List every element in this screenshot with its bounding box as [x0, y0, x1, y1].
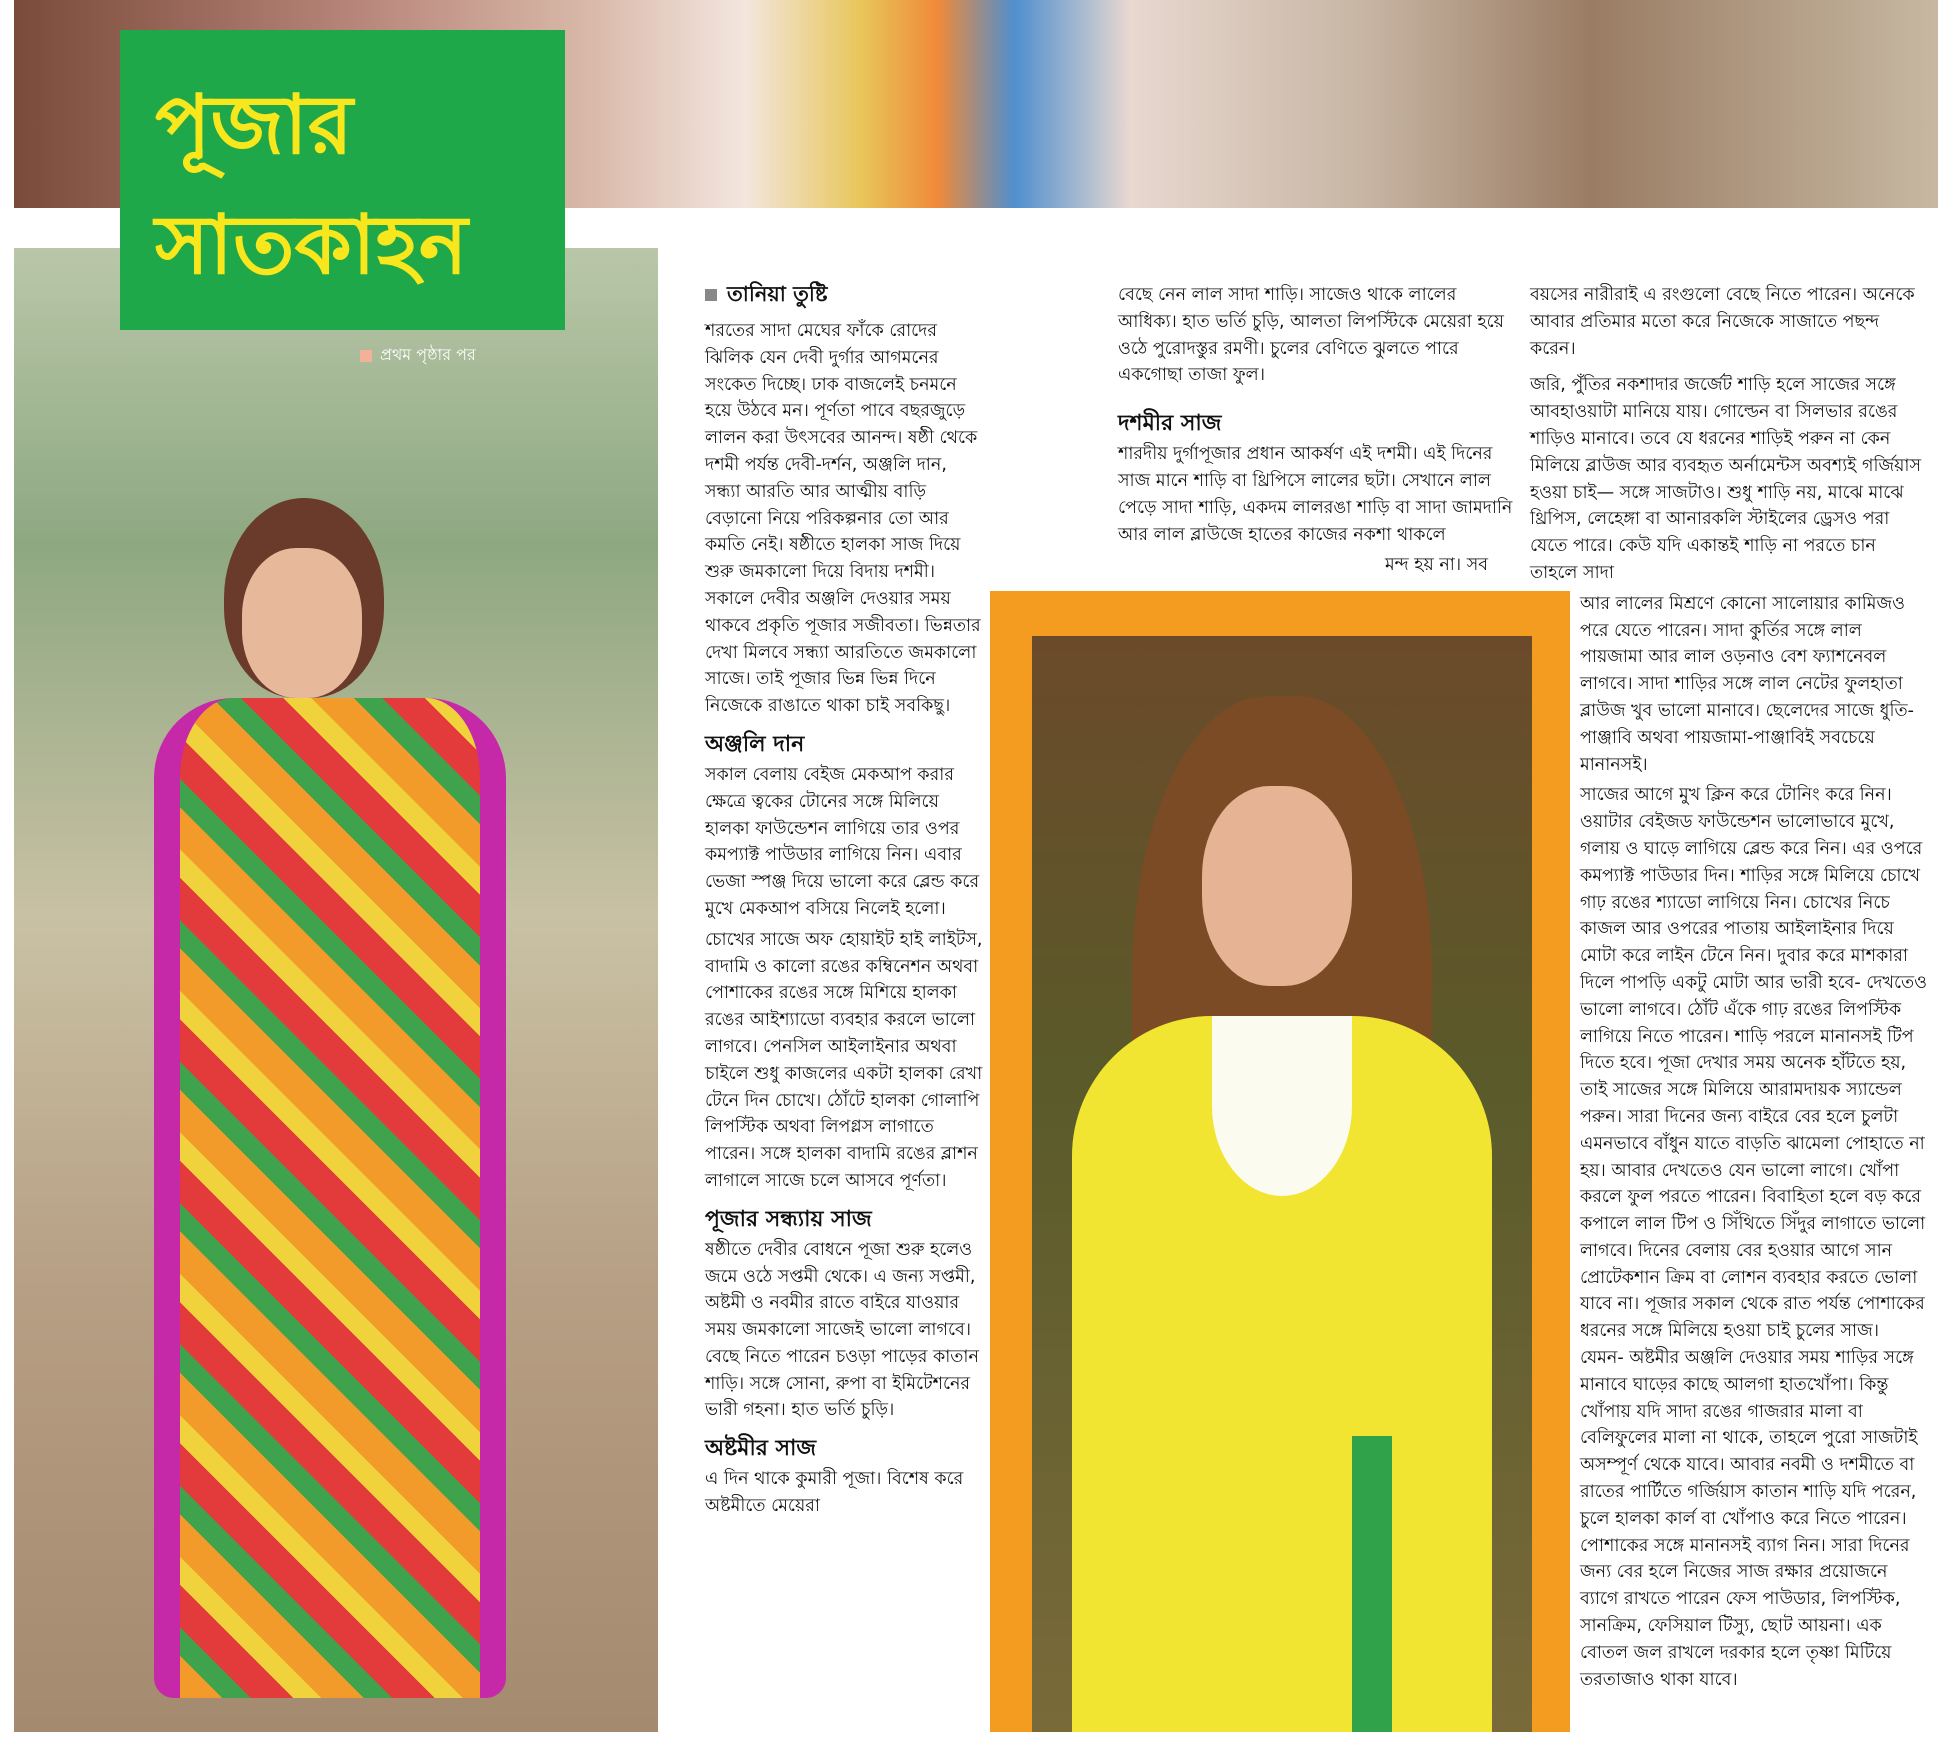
white-collar — [1212, 1016, 1352, 1196]
saree-model-photo — [14, 248, 658, 1732]
paragraph: বেছে নেন লাল সাদা শাড়ি। সাজেও থাকে লালের আধিক্য। হাত ভর্তি চুড়ি, আলতা লিপস্টিকে মেয়েরা হয়ে ওঠে পুরোদস্তুর রমণী। চুলের বেণিতে ঝুলতে পারে একগোছা তাজা ফুল। — [1118, 285, 1504, 386]
paragraph: আর লালের মিশ্রণে কোনো সালোয়ার কামিজও পরে যেতে পারেন। সাদা কুর্তির সঙ্গে লাল পায়জামা আর লাল ওড়নাও বেশ ফ্যাশনেবল লাগবে। সাদা শাড়ির সঙ্গে লাল নেটের ফুলহাতা ব্লাউজ খুব ভালো মানাবে। ছেলেদের সাজে ধুতি-পাঞ্জাবি অথবা পায়জামা-পাঞ্জাবিই সবচেয়ে মানানসই। — [1580, 593, 1914, 775]
section-heading: পূজার সন্ধ্যায় সাজ — [705, 1206, 872, 1232]
paragraph: সাজের আগে মুখ ক্লিন করে টোনিং করে নিন। ওয়াটার বেইজড ফাউন্ডেশন ভালোভাবে মুখে, গলায় ও ঘাড়ে লাগিয়ে ব্লেন্ড করে নিন। এর ওপরে কমপ্যাক্ট পাউডার দিন। শাড়ির সঙ্গে মিলিয়ে চোখে গাঢ় রঙের শ্যাডো লাগিয়ে নিন। চোখের নিচে কাজল আর ওপরের পাতায় আইলাইনার দিয়ে মোটা করে লাইন টেনে নিন। দুবার করে মাশকারা দিলে পাপড়ি একটু মোটা আর ভারী হবে- দেখতেও ভালো লাগবে। ঠোঁট এঁকে গাঢ় রঙের লিপস্টিক লাগিয়ে নিতে পারেন। শাড়ি পরলে মানানসই টিপ দিতে হবে। পূজা দেখার সময় অনেক হাঁটতে হয়, তাই সাজের সঙ্গে মিলিয়ে আরামদায়ক স্যান্ডেল পরুন। সারা দিনের জন্য বাইরে বের হলে চুলটা এমনভাবে বাঁধুন যাতে বাড়তি ঝামেলা পোহাতে না হয়। আবার দেখতেও যেন ভালো লাগে। খোঁপা করলে ফুল পরতে পারেন। বিবাহিতা হলে বড় করে কপালে লাল টিপ ও সিঁথিতে সিঁদুর লাগাতে ভালো লাগবে। দিনের বেলায় বের হওয়ার আগে সান প্রোটেকশান ক্রিম বা লোশন ব্যবহার করতে ভোলা যাবে না। পূজার সকাল থেকে রাত পর্যন্ত পোশাকের ধরনের সঙ্গে মিলিয়ে হওয়া চাই চুলের সাজ। যেমন- অষ্টমীর অঞ্জলি দেওয়ার সময় শাড়ির সঙ্গে মানাবে ঘাড়ের কাছে আলগা হাতখোঁপা। কিন্তু খোঁপায় যদি সাদা রঙের গাজরার মালা বা বেলিফুলের মালা না থাকে, তাহলে পুরো সাজটাই অসম্পূর্ণ থেকে যাবে। আবার নবমী ও দশমীতে বা রাতের পার্টিতে গর্জিয়াস কাতান শাড়ি যদি পরেন, চুলে হালকা কার্ল বা খোঁপাও করে নিতে পারেন। পোশাকের সঙ্গে মানানসই ব্যাগ নিন। সারা দিনের জন্য বের হলে নিজের সাজ রক্ষার প্রয়োজনে ব্যাগে রাখতে পারেন ফেস পাউডার, লিপস্টিক, সানক্রিম, ফেসিয়াল টিস্যু, ছোট আয়না। এক বোতল জল রাখলে দরকার হলে তৃষ্ণা মিটিয়ে তরতাজাও থাকা যাবে। — [1580, 785, 1928, 1690]
continued-text: প্রথম পৃষ্ঠার পর — [380, 345, 476, 364]
paragraph: চোখের সাজে অফ হোয়াইট হাই লাইটস, বাদামি ও কালো রঙের কম্বিনেশন অথবা পোশাকের রঙের সঙ্গে মিশিয়ে হালকা রঙের আইশ্যাডো ব্যবহার করলে ভালো লাগবে। পেনসিল আইলাইনার অথবা চাইলে শুধু কাজলের একটা হালকা রেখা টেনে দিন চোখে। ঠোঁটে হালকা গোলাপি লিপস্টিক অথবা লিপগ্লস লাগাতে পারেন। সঙ্গে হালকা বাদামি রঙের ব্লাশন লাগালে সাজে চলে আসবে পূর্ণতা। — [705, 929, 983, 1191]
section-heading: দশমীর সাজ — [1118, 411, 1222, 437]
headline-box — [120, 30, 565, 364]
headline-line-1: পূজার — [155, 78, 353, 173]
bullet-square-icon — [705, 289, 717, 301]
intro-paragraph: শরতের সাদা মেঘের ফাঁকে রোদের ঝিলিক যেন দেবী দুর্গার আগমনের সংকেত দিচ্ছে। ঢাক বাজলেই চনমনে হয়ে উঠবে মন। পূর্ণতা পাবে বছরজুড়ে লালন করা উৎসবের আনন্দ। ষষ্ঠী থেকে দশমী পর্যন্ত দেবী-দর্শন, অঞ্জলি দান, সন্ধ্যা আরতি আর আত্মীয় বাড়ি বেড়ানো নিয়ে পরিকল্পনার তো আর কমতি নেই। ষষ্ঠীতে হালকা সাজ দিয়ে শুরু জমকালো দিয়ে বিদায় দশমী। সকালে দেবীর অঞ্জলি দেওয়ার সময় থাকবে প্রকৃতি পূজার সজীবতা। ভিন্নতার দেখা মিলবে সন্ধ্যা আরতিতে জমকালো সাজে। তাই পূজার ভিন্ন ভিন্ন দিনে নিজেকে রাঙাতে থাকা চাই সবকিছু। — [705, 321, 981, 717]
bullet-square-icon — [360, 350, 372, 362]
model-face — [1202, 786, 1352, 986]
paragraph: মন্দ হয় না। সব — [1384, 555, 1488, 576]
paragraph: বয়সের নারীরাই এ রংগুলো বেছে নিতে পারেন। অনেকে আবার প্রতিমার মতো করে নিজেকে সাজাতে পছন্দ করেন। — [1530, 285, 1915, 359]
green-slit-panel — [1352, 1436, 1392, 1732]
paragraph: এ দিন থাকে কুমারী পূজা। বিশেষ করে অষ্টমীতে মেয়েরা — [705, 1469, 964, 1517]
article-column-2 — [1118, 282, 1518, 583]
continued-note — [360, 342, 476, 369]
paragraph: ষষ্ঠীতে দেবীর বোধনে পূজা শুরু হলেও জমে ওঠে সপ্তমী থেকে। এ জন্য সপ্তমী, অষ্টমী ও নবমীর রাতে বাইরে যাওয়ার সময় জমকালো সাজেই ভালো লাগবে। বেছে নিতে পারেন চওড়া পাড়ের কাতান শাড়ি। সঙ্গে সোনা, রুপা বা ইমিটেশনের ভারী গহনা। হাত ভর্তি চুড়ি। — [705, 1239, 979, 1421]
byline — [705, 280, 985, 308]
author-name: তানিয়া তুষ্টি — [727, 282, 828, 306]
section-heading: অষ্টমীর সাজ — [705, 1436, 817, 1462]
paragraph: শারদীয় দুর্গাপূজার প্রধান আকর্ষণ এই দশমী। এই দিনের সাজ মানে শাড়ি বা থ্রিপিসে লালের ছটা। সেখানে লাল পেড়ে সাদা শাড়ি, একদম লালরঙা শাড়ি বা সাদা জামদানি আর লাল ব্লাউজে হাতের কাজের নকশা থাকলে — [1118, 444, 1513, 545]
section-heading: অঞ্জলি দান — [705, 731, 805, 757]
yellow-dress-model-photo — [1032, 636, 1532, 1732]
saree-drape — [154, 698, 506, 1698]
article-column-1 — [705, 280, 985, 1524]
article-column-3 — [1530, 282, 1928, 1693]
paragraph: জরি, পুঁতির নকশাদার জর্জেট শাড়ি হলে সাজের সঙ্গে আবহাওয়াটা মানিয়ে যায়। গোল্ডেন বা সিলভার রঙের শাড়িও মানাবে। তবে যে ধরনের শাড়িই পরুন না কেন মিলিয়ে ব্লাউজ আর ব্যবহৃত অর্নামেন্টস অবশ্যই গর্জিয়াস হওয়া চাই— সঙ্গে সাজটাও। শুধু শাড়ি নয়, মাঝে মাঝে থ্রিপিস, লেহেঙ্গা বা আনারকলি স্টাইলের ড্রেসও পরা যেতে পারে। কেউ যদি একান্তই শাড়ি না পরতে চান তাহলে সাদা — [1530, 375, 1922, 583]
headline-line-2: সাতকাহন — [155, 198, 468, 293]
paragraph: সকাল বেলায় বেইজ মেকআপ করার ক্ষেত্রে ত্বকের টোনের সঙ্গে মিলিয়ে হালকা ফাউন্ডেশন লাগিয়ে তার ওপর কমপ্যাক্ট পাউডার লাগিয়ে নিন। এবার ভেজা স্পঞ্জ দিয়ে ভালো করে ব্লেন্ড করে মুখে মেকআপ বসিয়ে নিলেই হলো। — [705, 764, 980, 919]
model-face — [242, 548, 362, 698]
